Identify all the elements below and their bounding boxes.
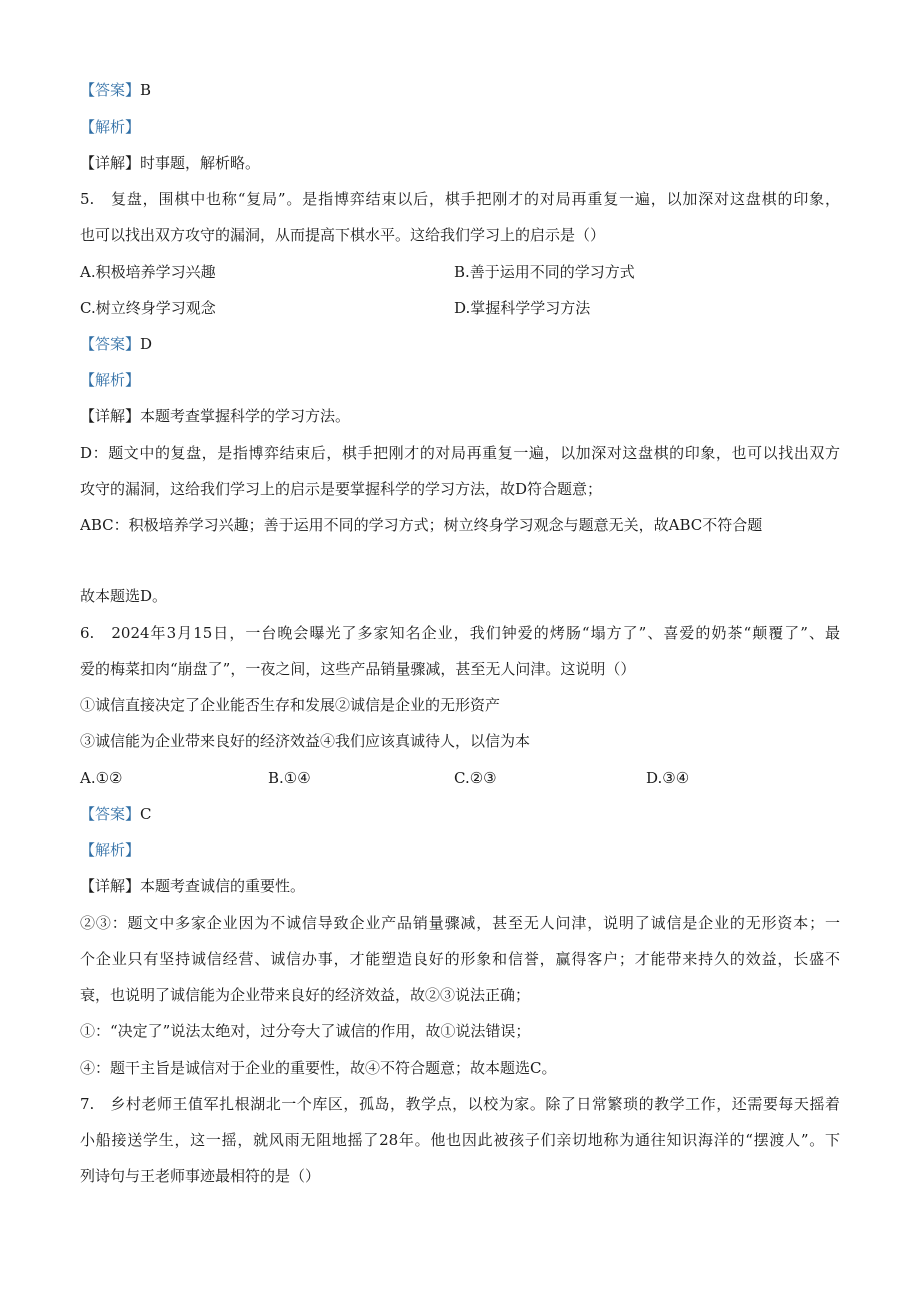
q5-explain-line3: ABC：积极培养学习兴趣；善于运用不同的学习方式；树立终身学习观念与题意无关，故ABC不符合题: [80, 516, 763, 534]
q7-stem-line3: 列诗句与王老师事迹最相符的是（）: [80, 1167, 321, 1185]
q6-statement2: ③诚信能为企业带来良好的经济效益④我们应该真诚待人，以信为本: [80, 732, 531, 750]
detail-label: 【详解】: [80, 877, 141, 895]
q4-answer: [80, 80, 840, 100]
q6-explain-line3: 衰，也说明了诚信能为企业带来良好的经济效益，故②③说法正确；: [80, 986, 531, 1004]
q5-conclusion: 故本题选D。: [80, 587, 168, 605]
q6-answer: [80, 804, 840, 824]
answer-label: 【答案】: [80, 805, 141, 823]
analysis-label: 【解析】: [80, 841, 141, 859]
q5-option-b: B.善于运用不同的学习方式: [454, 263, 635, 281]
q5-answer: [80, 334, 840, 354]
q5-explain-line2: 攻守的漏洞，这给我们学习上的启示是要掌握科学的学习方法，故D符合题意；: [80, 480, 603, 498]
detail-text: 本题考查诚信的重要性。: [140, 877, 306, 895]
answer-label: 【答案】: [80, 335, 141, 353]
q6-option-b: B.①④: [268, 769, 311, 787]
q7-stem-line1: 7. 乡村老师王值军扎根湖北一个库区，孤岛，教学点，以校为家。除了日常繁琐的教学工作，还需要每天摇着: [80, 1095, 840, 1113]
analysis-label: 【解析】: [80, 371, 141, 389]
q6-stem-line2: 爱的梅菜扣肉“崩盘了”，一夜之间，这些产品销量骤减，甚至无人问津。这说明（）: [80, 660, 636, 678]
analysis-label: 【解析】: [80, 118, 141, 136]
detail-text: 时事题，解析略。: [140, 154, 261, 172]
detail-label: 【详解】: [80, 154, 141, 172]
answer-value: C: [140, 805, 152, 823]
q5-analysis: [80, 370, 840, 390]
q6-explain-line2: 个企业只有坚持诚信经营、诚信办事，才能塑造良好的形象和信誉，赢得客户；才能带来持久的效益，长盛不: [80, 950, 840, 968]
q6-stem-line1: 6. 2024年3月15日，一台晚会曝光了多家知名企业，我们钟爱的烤肠“塌方了”、喜爱的奶茶“颠覆了”、最: [80, 624, 840, 642]
answer-value: B: [140, 81, 152, 99]
q5-stem-line2: 也可以找出双方攻守的漏洞，从而提高下棋水平。这给我们学习上的启示是（）: [80, 226, 606, 244]
q6-option-a: A.①②: [80, 769, 123, 787]
q4-detail: [80, 153, 840, 173]
q5-explain-line1: D：题文中的复盘，是指博弈结束后，棋手把刚才的对局再重复一遍，以加深对这盘棋的印象，也可以找出双方: [80, 444, 840, 462]
q6-option-c: C.②③: [454, 769, 497, 787]
detail-text: 本题考查掌握科学的学习方法。: [140, 407, 351, 425]
q4-analysis: [80, 117, 840, 137]
q6-detail: [80, 876, 840, 896]
q6-explain-line5: ④：题干主旨是诚信对于企业的重要性，故④不符合题意；故本题选C。: [80, 1059, 557, 1077]
q5-detail: [80, 406, 840, 426]
q6-statement1: ①诚信直接决定了企业能否生存和发展②诚信是企业的无形资产: [80, 696, 501, 714]
q6-explain-line1: ②③：题文中多家企业因为不诚信导致企业产品销量骤减，甚至无人问津，说明了诚信是企业的无形资本；一: [80, 914, 840, 932]
answer-value: D: [140, 335, 153, 353]
detail-label: 【详解】: [80, 407, 141, 425]
q5-option-d: D.掌握科学学习方法: [454, 299, 591, 317]
q7-stem-line2: 小船接送学生，这一摇，就风雨无阻地摇了28年。他也因此被孩子们亲切地称为通往知识海洋的“摆渡人”。下: [80, 1131, 840, 1149]
q6-option-d: D.③④: [646, 769, 690, 787]
q5-option-a: A.积极培养学习兴趣: [80, 263, 216, 281]
q5-stem-line1: 5. 复盘，围棋中也称“复局”。是指博弈结束以后，棋手把刚才的对局再重复一遍，以加深对这盘棋的印象，: [80, 190, 840, 208]
q6-analysis: [80, 840, 840, 860]
answer-label: 【答案】: [80, 81, 141, 99]
q5-option-c: C.树立终身学习观念: [80, 299, 216, 317]
q6-explain-line4: ①：“决定了”说法太绝对，过分夸大了诚信的作用，故①说法错误；: [80, 1022, 531, 1040]
